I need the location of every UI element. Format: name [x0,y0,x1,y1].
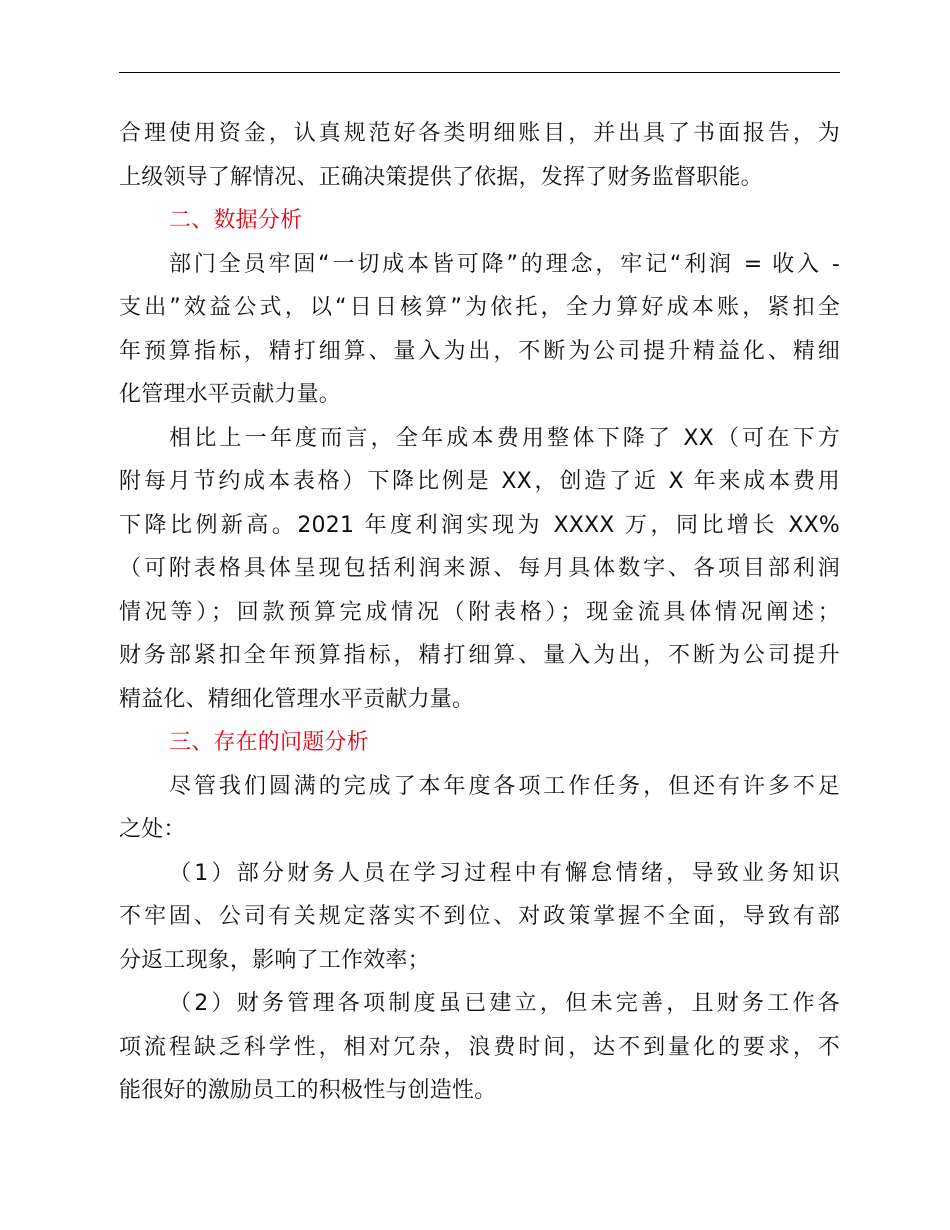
text-line: 之处： [119,817,186,842]
paragraph [119,852,840,983]
paragraph [119,243,840,417]
header-rule [119,72,840,73]
text-line: 部门全员牢固“一切成本皆可降”的理念，牢记“利润 = 收入 - [169,251,840,277]
text-line: 相比上一年度而言，全年成本费用整体下降了 XX（可在下方 [169,425,840,451]
section-heading-problem-analysis: 三、存在的问题分析 [169,730,369,755]
text-line: （1）部分财务人员在学习过程中有懈怠情绪，导致业务知识 [169,860,840,886]
paragraph [119,112,840,199]
section-heading-data-analysis: 二、数据分析 [169,208,303,233]
paragraph [119,765,840,852]
text-line: （2）财务管理各项制度虽已建立，但未完善，且财务工作各 [169,991,840,1016]
text-line: 能很好的激励员工的积极性与创造性。 [119,1078,497,1103]
text-line: 财务部紧扣全年预算指标，精打细算、量入为出，不断为公司提升 [119,643,840,668]
text-line: 下降比例新高。2021 年度利润实现为 XXXX 万，同比增长 XX% [119,512,840,538]
text-line: 尽管我们圆满的完成了本年度各项工作任务，但还有许多不足 [169,773,840,799]
text-line: 支出”效益公式，以“日日核算”为依托，全力算好成本账，紧扣全 [119,295,840,320]
text-line: 上级领导了解情况、正确决策提供了依据，发挥了财务监督职能。 [119,164,763,190]
text-line: 合理使用资金，认真规范好各类明细账目，并出具了书面报告，为 [119,121,840,146]
paragraph [119,982,840,1113]
text-line: 附每月节约成本表格）下降比例是 XX，创造了近 X 年来成本费用 [119,469,840,494]
text-line: 分返工现象，影响了工作效率； [119,947,430,973]
paragraph [119,417,840,722]
document-body [119,112,840,1113]
text-line: 不牢固、公司有关规定落实不到位、对政策掌握不全面，导致有部 [119,904,840,929]
text-line: 化管理水平贡献力量。 [119,382,342,407]
text-line: 精益化、精细化管理水平贡献力量。 [119,686,475,712]
text-line: （可附表格具体呈现包括利润来源、每月具体数字、各项目部利润 [119,556,840,581]
text-line: 年预算指标，精打细算、量入为出，不断为公司提升精益化、精细 [119,338,840,364]
text-line: 情况等）；回款预算完成情况（附表格）；现金流具体情况阐述； [119,599,840,625]
text-line: 项流程缺乏科学性，相对冗杂，浪费时间，达不到量化的要求，不 [119,1034,840,1060]
